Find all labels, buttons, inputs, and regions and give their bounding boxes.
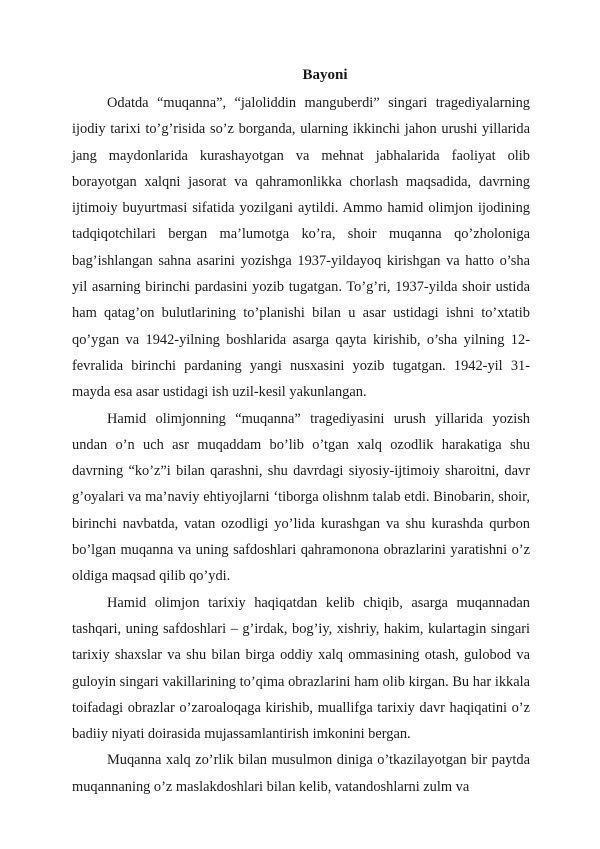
paragraph-3: Hamid olimjon tarixiy haqiqatdan kelib chiqib, asarga muqannadan tashqari, uning safdoshlari – g’irdak, bog’iy, xishriy, hakim, kulartagin singari tarixiy shaxslar va shu bilan birga oddiy xalq ommasining otash, gulobod va guloyin singari vakillarining to’qima obrazlarini ham olib kirgan. Bu har ikkala toifadagi obrazlar o’zaroaloqaga kirishib, muallifga tarixiy davr haqiqatini o’z badiiy niyati doirasida mujassamlantirish imkonini bergan. [72,594,530,743]
paragraph-2: Hamid olimjonning “muqanna” tragediyasini urush yillarida yozish undan o’n uch asr muqaddam bo’lib o’tgan xalq ozodlik harakatiga shu davrning “ko’z”i bilan qarashni, shu davrdagi siyosiy-ijtimoiy sharoitni, davr g’oyalari va ma’naviy ehtiyojlarni ‘tiborga olishnm talab etdi. Binobarin, shoir, birinchi navbatda, vatan ozodligi yo’lida kurashgan va shu kurashda qurbon bo’lgan muqanna va uning safdoshlari qahramonona obrazlarini yaratishni o’z oldiga maqsad qilib qo’ydi. [72,410,530,585]
paragraph-1: Odatda “muqanna”, “jaloliddin manguberdi” singari tragediyalarning ijodiy tarixi to’g’risida so’z borganda, ularning ikkinchi jahon urushi yillarida jang maydonlarida kurashayotgan va mehnat jabhalarida faoliyat olib borayotgan xalqni jasorat va qahramonlikka chorlash maqsadida, davrning ijtimoiy buyurtmasi sifatida yozilgani aytildi. Ammo hamid olimjon ijodining tadqiqotchilari bergan ma’lumotga ko’ra, shoir muqanna qo’zholoniga bag’ishlangan sahna asarini yozishga 1937-yildayoq kirishgan va hatto o’sha yil asarning birinchi pardasini yozib tugatgan. To’g’ri, 1937-yilda shoir ustida ham qatag’on bulutlarining to’planishi bilan u asar ustidagi ishni to’xtatib qo’ygan va 1942-yilning boshlarida asarga qayta kirishib, o’sha yilning 12-fevralida birinchi pardaning yangi nusxasini yozib tugatgan. 1942-yil 31-mayda esa asar ustidagi ish uzil-kesil yakunlangan. [72,95,530,401]
paragraph-4: Muqanna xalq zo’rlik bilan musulmon diniga o’tkazilayotgan bir paytda muqannaning o’z maslakdoshlari bilan kelib, vatandoshlarni zulm va [72,752,530,795]
document-title: Bayoni [302,67,348,83]
document-body [72,90,530,800]
